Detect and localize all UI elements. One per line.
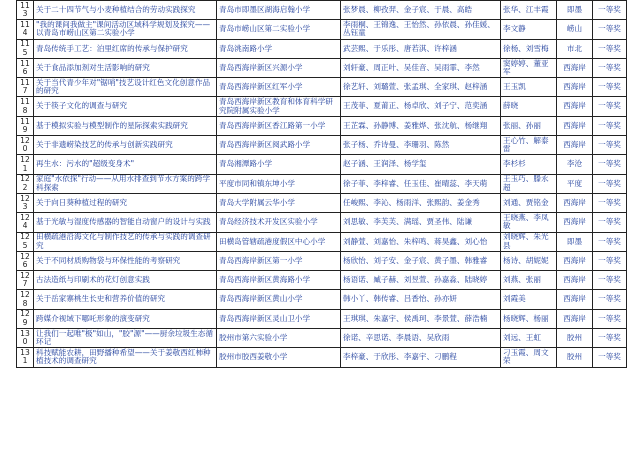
- district-name: 胶州: [557, 329, 593, 348]
- school-name: 青岛市崂山区第二实验小学: [217, 20, 341, 39]
- teacher-names: 王晓燕、李凤敏: [501, 213, 557, 232]
- award-level: 一等奖: [593, 329, 627, 348]
- table-row: [17, 136, 627, 155]
- row-number: 124: [17, 213, 34, 232]
- district-name: 胶州: [557, 348, 593, 367]
- teacher-names: 刁玉霞、周文荣: [501, 348, 557, 367]
- student-names: 徐艺轩、刘璐萱、张孟琪、全家琪、赵梓涵: [341, 78, 501, 97]
- school-name: 青岛西海岸新区阅武路小学: [217, 136, 341, 155]
- award-level: 一等奖: [593, 116, 627, 135]
- table-row: [17, 174, 627, 193]
- row-number: 128: [17, 290, 34, 309]
- table-row: [17, 213, 627, 232]
- student-names: 王芷霖、孙静博、姜雅烨、张沈航、杨继翔: [341, 116, 501, 135]
- school-name: 青岛西海岸新区灵山卫小学: [217, 309, 341, 328]
- table-row: [17, 155, 627, 174]
- district-name: 西海岸: [557, 309, 593, 328]
- student-names: 王琪琪、朱嘉宇、侯禹珂、李景萱、薛浩楠: [341, 309, 501, 328]
- table-row: [17, 39, 627, 58]
- district-name: 西海岸: [557, 58, 593, 77]
- school-name: 平度市同和镇东坤小学: [217, 174, 341, 193]
- district-name: 西海岸: [557, 78, 593, 97]
- project-title: "我的课间我做主"课间活动区域科学规划及探究——以青岛市崂山区第二实验小学: [34, 20, 217, 39]
- award-level: 一等奖: [593, 20, 627, 39]
- award-level: 一等奖: [593, 174, 627, 193]
- school-name: 青岛市即墨区湖海启翰小学: [217, 1, 341, 20]
- row-number: 115: [17, 39, 34, 58]
- table-row: [17, 348, 627, 367]
- project-title: 基于光敏与湿度传感器的智能自动窗户的设计与实践: [34, 213, 217, 232]
- row-number: 117: [17, 78, 34, 97]
- district-name: 即墨: [557, 1, 593, 20]
- table-row: [17, 232, 627, 251]
- project-title: 科技赋能农耕，田野播种希望——关于姜敬西红柿种植技术的调查研究: [34, 348, 217, 367]
- row-number: 123: [17, 193, 34, 212]
- district-name: 西海岸: [557, 136, 593, 155]
- project-title: 关于当代青少年对"锯哨"技艺设计红色文化创意作品的研究: [34, 78, 217, 97]
- school-name: 田横岛管辖疏港度假区中心小学: [217, 232, 341, 251]
- student-names: 刘轩豪、周正叶、吴佳音、吴雨霏、李然: [341, 58, 501, 77]
- project-title: 关于向日葵种植过程的研究: [34, 193, 217, 212]
- project-title: 基于模拟实验与模型制作的星际探索实践研究: [34, 116, 217, 135]
- table-row: [17, 309, 627, 328]
- district-name: 西海岸: [557, 251, 593, 270]
- teacher-names: 刘远、王虹: [501, 329, 557, 348]
- project-title: 让我们一起唯"极"如山，"胶"源"——厨余垃圾生态循环记: [34, 329, 217, 348]
- student-names: 任峻熙、李沁、杨雨洋、张熙韵、姜金秀: [341, 193, 501, 212]
- school-name: 青岛湘潭路小学: [217, 155, 341, 174]
- project-title: 关于筷子文化的调查与研究: [34, 97, 217, 116]
- project-title: 关于不同材质购物袋与环保性能的考察研究: [34, 251, 217, 270]
- district-name: 崂山: [557, 20, 593, 39]
- student-names: 刘思敏、李芙芙、满瑶、贾圣伟、陆谦: [341, 213, 501, 232]
- table-row: [17, 271, 627, 290]
- table-row: [17, 1, 627, 20]
- award-level: 一等奖: [593, 251, 627, 270]
- district-name: 西海岸: [557, 116, 593, 135]
- student-names: 张子杨、乔诗曼、李珊羽、陈然: [341, 136, 501, 155]
- student-names: 杨语诺、臧子赫、刘昱萱、孙嘉淼、陆晓婷: [341, 271, 501, 290]
- student-names: 李雨桐、王锦逸、王怡然、孙依晨、孙佳媛、丛钰童: [341, 20, 501, 39]
- row-number: 118: [17, 97, 34, 116]
- school-name: 青岛西海岸新区香江路第一小学: [217, 116, 341, 135]
- teacher-names: 王玉巧、滕永超: [501, 174, 557, 193]
- table-row: [17, 329, 627, 348]
- row-number: 127: [17, 271, 34, 290]
- teacher-names: 张丽、孙丽: [501, 116, 557, 135]
- row-number: 114: [17, 20, 34, 39]
- project-title: 家庭"水依探"行动——从用水排查到节水方案的跨学科探索: [34, 174, 217, 193]
- award-level: 一等奖: [593, 136, 627, 155]
- teacher-names: 刘燕、张丽: [501, 271, 557, 290]
- project-title: 关于食品添加剂对生活影响的研究: [34, 58, 217, 77]
- teacher-names: 王玉凯: [501, 78, 557, 97]
- teacher-names: 刘晓辉、朱光县: [501, 232, 557, 251]
- award-level: 一等奖: [593, 58, 627, 77]
- teacher-names: 杨晓辉、杨丽: [501, 309, 557, 328]
- table-body: [17, 1, 627, 368]
- teacher-names: 杨诗、胡妮妮: [501, 251, 557, 270]
- award-level: 一等奖: [593, 290, 627, 309]
- row-number: 130: [17, 329, 34, 348]
- award-level: 一等奖: [593, 1, 627, 20]
- student-names: 王茂菲、夏莆正、杨卓欣、刘子宁、范奕涵: [341, 97, 501, 116]
- teacher-names: 刘霞美: [501, 290, 557, 309]
- row-number: 126: [17, 251, 34, 270]
- student-names: 李梓豪、于欣彤、李嘉宇、刁鹏程: [341, 348, 501, 367]
- project-title: 关于非遗崂染技艺的传承与创新实践研究: [34, 136, 217, 155]
- school-name: 青岛洮南路小学: [217, 39, 341, 58]
- table-row: [17, 251, 627, 270]
- student-names: 韩小丫、韩传睿、吕香怡、孙亦妍: [341, 290, 501, 309]
- teacher-names: 李杉杉: [501, 155, 557, 174]
- school-name: 青岛西海岸新区红军小学: [217, 78, 341, 97]
- teacher-names: 张华、江丰霞: [501, 1, 557, 20]
- school-name: 胶州市第六实验小学: [217, 329, 341, 348]
- teacher-names: 薛晓: [501, 97, 557, 116]
- award-level: 一等奖: [593, 348, 627, 367]
- district-name: 平度: [557, 174, 593, 193]
- award-level: 一等奖: [593, 232, 627, 251]
- teacher-names: 徐杨、刘雪梅: [501, 39, 557, 58]
- district-name: 即墨: [557, 232, 593, 251]
- school-name: 青岛西海岸新区兴源小学: [217, 58, 341, 77]
- student-names: 徐子菲、李梓睿、任玉佳、崔晴蕊、李天萌: [341, 174, 501, 193]
- school-name: 青岛西海岸新区教育和体育科学研究院附属实验小学: [217, 97, 341, 116]
- student-names: 赵子涵、王润泽、杨学玺: [341, 155, 501, 174]
- project-title: 青岛传统手工艺：泊里红席的传承与保护研究: [34, 39, 217, 58]
- table-row: [17, 290, 627, 309]
- district-name: 西海岸: [557, 97, 593, 116]
- student-names: 徐诺、辛思诺、李晨语、吴欣雨: [341, 329, 501, 348]
- award-level: 一等奖: [593, 39, 627, 58]
- school-name: 青岛西海岸新区黄海路小学: [217, 271, 341, 290]
- awards-table: [16, 0, 627, 368]
- project-title: 古法造纸与印刷术的花灯创意实践: [34, 271, 217, 290]
- project-title: 关于二十四节气与小麦种植结合的劳动实践探究: [34, 1, 217, 20]
- school-name: 青岛大学附属云华小学: [217, 193, 341, 212]
- row-number: 129: [17, 309, 34, 328]
- row-number: 121: [17, 155, 34, 174]
- project-title: 关于岳家寨桃生长史和营养价值的研究: [34, 290, 217, 309]
- school-name: 青岛西海岸新区第一小学: [217, 251, 341, 270]
- school-name: 青岛西海岸新区黄山小学: [217, 290, 341, 309]
- row-number: 116: [17, 58, 34, 77]
- award-level: 一等奖: [593, 271, 627, 290]
- award-level: 一等奖: [593, 155, 627, 174]
- student-names: 杨欣怡、刘子安、金子宸、黄子墨、韩雅睿: [341, 251, 501, 270]
- project-title: 再生水：污水的"超级变身术": [34, 155, 217, 174]
- school-name: 胶州市胶西姜敬小学: [217, 348, 341, 367]
- project-title: 田横疏港沿海文化与制作技艺的传承与实践的调查研究: [34, 232, 217, 251]
- school-name: 青岛经济技术开发区实验小学: [217, 213, 341, 232]
- table-row: [17, 193, 627, 212]
- row-number: 131: [17, 348, 34, 367]
- district-name: 西海岸: [557, 290, 593, 309]
- teacher-names: 李文静: [501, 20, 557, 39]
- district-name: 李沧: [557, 155, 593, 174]
- award-level: 一等奖: [593, 97, 627, 116]
- award-level: 一等奖: [593, 78, 627, 97]
- table-row: [17, 78, 627, 97]
- teacher-names: 窦婷婷、董亚军: [501, 58, 557, 77]
- award-level: 一等奖: [593, 309, 627, 328]
- student-names: 张梦晨、柳孜羿、金子宸、于晨、高皓: [341, 1, 501, 20]
- teacher-names: 王心竹、解泰雷: [501, 136, 557, 155]
- district-name: 市北: [557, 39, 593, 58]
- teacher-names: 刘通、贾铭金: [501, 193, 557, 212]
- row-number: 122: [17, 174, 34, 193]
- project-title: 跨媒介视域下哪吒形象的演变研究: [34, 309, 217, 328]
- district-name: 西海岸: [557, 271, 593, 290]
- row-number: 119: [17, 116, 34, 135]
- row-number: 113: [17, 1, 34, 20]
- student-names: 刘静萱、刘嘉怡、朱梓鸣、蒋昊鑫、刘心怡: [341, 232, 501, 251]
- award-level: 一等奖: [593, 213, 627, 232]
- table-row: [17, 116, 627, 135]
- district-name: 西海岸: [557, 213, 593, 232]
- row-number: 120: [17, 136, 34, 155]
- table-row: [17, 97, 627, 116]
- row-number: 125: [17, 232, 34, 251]
- district-name: 西海岸: [557, 193, 593, 212]
- table-row: [17, 58, 627, 77]
- student-names: 武芸熙、于乐彤、唐若淇、许梓涵: [341, 39, 501, 58]
- table-row: [17, 20, 627, 39]
- award-level: 一等奖: [593, 193, 627, 212]
